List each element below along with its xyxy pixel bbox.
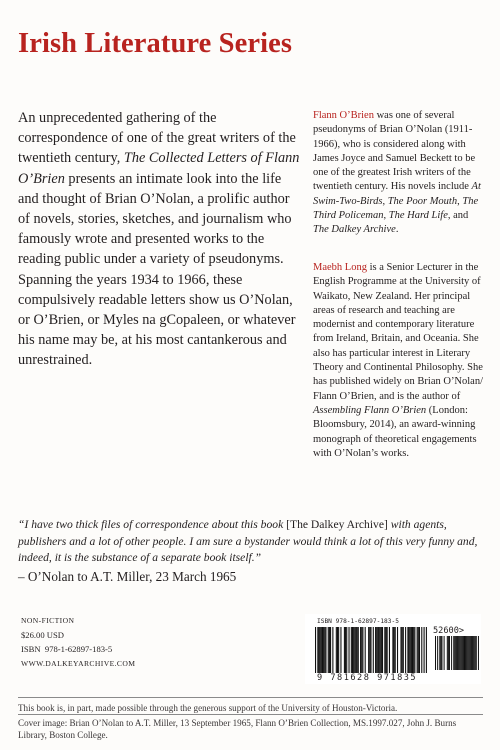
barcode-bar [380, 627, 381, 673]
barcode-bar [369, 627, 370, 673]
barcode-bar [413, 627, 414, 673]
novel-title: The Hard Life [388, 210, 448, 222]
quote-bracket: [The Dalkey Archive] [286, 518, 388, 531]
barcode-bar [395, 627, 396, 673]
barcode-bar [381, 627, 382, 673]
barcode-bar [455, 636, 456, 670]
novel-title: The Dalkey Archive [313, 224, 396, 236]
cover-credit: Cover image: Brian O’Nolan to A.T. Miller, 13 September 1965, Flann O’Brien Collection, MS.1997.027, John J. Burns Library, Boston College. [18, 718, 457, 741]
barcode-bar [459, 636, 460, 670]
barcode-bar [464, 636, 465, 670]
barcode-bar [467, 636, 468, 670]
barcode-bar [317, 627, 318, 673]
footer-divider [18, 697, 483, 698]
barcode-bar [403, 627, 404, 673]
bio-text: was one of several pseudonyms of Brian O’Nolan (1911-1966), who is considered along with James Joyce and Samuel Beckett to be one of the greatest Irish writers of the twentieth century. His novels include [313, 110, 476, 193]
barcode-bar [365, 627, 366, 673]
barcode-bar [456, 636, 457, 670]
barcode-bar [330, 627, 331, 673]
barcode-bar [476, 636, 477, 670]
barcode-bar [454, 636, 455, 670]
barcode-bar [447, 636, 448, 670]
barcode-bar [397, 627, 398, 673]
barcode-bar [448, 636, 449, 670]
novel-title: The Third Policeman [313, 195, 479, 222]
barcode-bar [460, 636, 461, 670]
barcode-bar [474, 636, 475, 670]
separator: , [383, 210, 389, 222]
separator: , [457, 195, 463, 207]
barcode-bar [382, 627, 383, 673]
barcode-bar [419, 627, 420, 673]
book-info [21, 614, 135, 671]
website-url: WWW.DALKEYARCHIVE.COM [21, 658, 136, 668]
barcode-bar [473, 636, 474, 670]
pull-quote [18, 517, 483, 567]
barcode-bar [461, 636, 462, 670]
barcode [305, 614, 481, 684]
barcode-addon-digits: 52600> [433, 626, 465, 636]
barcode-bar [315, 627, 316, 673]
blurb-text-1: An unprecedented gathering of the correspondence of one of the great writers of the twentieth century, [18, 110, 296, 167]
barcode-bar [424, 627, 425, 673]
barcode-bar [351, 627, 352, 673]
series-title: Irish Literature Series [18, 28, 293, 59]
barcode-bar [444, 636, 445, 670]
barcode-bar [384, 627, 385, 673]
barcode-bar [322, 627, 323, 673]
barcode-bar [417, 627, 418, 673]
barcode-bar [465, 636, 466, 670]
barcode-bar [338, 627, 339, 673]
barcode-bar [346, 627, 347, 673]
barcode-bar [389, 627, 390, 673]
barcode-bar [353, 627, 354, 673]
category-label: NON-FICTION [21, 616, 75, 625]
quote-attribution: – O’Nolan to A.T. Miller, 23 March 1965 [18, 569, 237, 584]
barcode-bar [451, 636, 452, 670]
barcode-bar [375, 627, 376, 673]
editor-name: Maebh Long [313, 262, 367, 273]
barcode-bar [361, 627, 362, 673]
barcode-bar [470, 636, 471, 670]
barcode-bar [355, 627, 356, 673]
barcode-bar [412, 627, 413, 673]
barcode-bar [352, 627, 353, 673]
barcode-bar [325, 627, 326, 673]
barcode-bar [411, 627, 412, 673]
barcode-bar [439, 636, 440, 670]
barcode-bar [414, 627, 415, 673]
barcode-bar [321, 627, 322, 673]
footer-divider [18, 714, 483, 715]
bio-text: (London: Bloomsbury, 2014), an award-winning monograph of theoretical engagements with O’Nolan’s works. [313, 404, 477, 459]
quote-text-1: “I have two thick files of correspondence about this book [18, 518, 287, 531]
ean-barcode-bars [315, 627, 427, 677]
barcode-bar [462, 636, 463, 670]
barcode-bar [379, 627, 380, 673]
barcode-bar [318, 627, 319, 673]
barcode-bar [437, 636, 438, 670]
book-blurb [18, 108, 301, 371]
barcode-bar [368, 627, 369, 673]
barcode-bar [440, 636, 441, 670]
barcode-bar [385, 627, 386, 673]
author-bio-flann-obrien [313, 109, 483, 238]
barcode-bar [458, 636, 459, 670]
barcode-bar [407, 627, 408, 673]
barcode-digits: 9 781628 971835 [317, 673, 418, 683]
barcode-bar [410, 627, 411, 673]
barcode-bar [471, 636, 472, 670]
barcode-bar [324, 627, 325, 673]
barcode-bar [394, 627, 395, 673]
book-title: Assembling Flann O’Brien [313, 404, 427, 416]
barcode-bar [336, 627, 337, 673]
barcode-bar [400, 627, 401, 673]
barcode-isbn: ISBN 978-1-62897-183-5 [317, 618, 399, 625]
barcode-bar [357, 627, 358, 673]
price: $26.00 USD [21, 630, 64, 641]
barcode-bar [362, 627, 363, 673]
barcode-bar [405, 627, 406, 673]
barcode-bar [340, 627, 341, 673]
barcode-bar [323, 627, 324, 673]
barcode-bar [329, 627, 330, 673]
barcode-bar [409, 627, 410, 673]
barcode-bar [478, 636, 479, 670]
barcode-bar [469, 636, 470, 670]
isbn-label: ISBN [21, 644, 41, 655]
barcode-bar [337, 627, 338, 673]
addon-barcode-bars [435, 636, 479, 672]
barcode-bar [426, 627, 427, 673]
barcode-bar [463, 636, 464, 670]
barcode-bar [421, 627, 422, 673]
barcode-bar [475, 636, 476, 670]
separator: , and [447, 210, 469, 222]
separator: . [395, 224, 399, 236]
barcode-bar [402, 627, 403, 673]
barcode-bar [453, 636, 454, 670]
support-note: This book is, in part, made possible through the generous support of the University of Houston-Victoria. [18, 703, 398, 713]
barcode-bar [468, 636, 469, 670]
barcode-bar [377, 627, 378, 673]
barcode-bar [376, 627, 377, 673]
barcode-bar [332, 627, 333, 673]
quote-text-2: with agents, publishers and a lot of other people. I am sure a bystander would think a lot of this very funny and, indeed, it is the substance of a separate book itself.” [18, 518, 478, 565]
barcode-bar [360, 627, 361, 673]
barcode-bar [387, 627, 388, 673]
bio-text: is a Senior Lecturer in the English Programme at the University of Waikato, New Zealand. Her principal areas of research and teaching are modernist and contemporary literature from Ireland, Britain, and Oceania. She also has particular interest in Literary Theory and Continental Philosophy. She has published widely on Brian O’Nolan/ Flann O’Brien, and is the author of [313, 262, 484, 402]
barcode-bar [328, 627, 329, 673]
barcode-bar [354, 627, 355, 673]
author-name: Flann O’Brien [313, 110, 374, 121]
novel-title: The Poor Mouth [387, 195, 458, 207]
barcode-bar [344, 627, 345, 673]
barcode-bar [373, 627, 374, 673]
barcode-bar [370, 627, 371, 673]
isbn-line [21, 642, 135, 656]
barcode-bar [466, 636, 467, 670]
novel-title: At Swim-Two-Birds [313, 181, 481, 207]
barcode-bar [348, 627, 349, 673]
barcode-bar [435, 636, 436, 670]
separator: , [382, 195, 388, 207]
barcode-bar [320, 627, 321, 673]
blurb-text-2: presents an intimate look into the life and thought of Brian O’Nolan, a prolific author of novels, stories, sketches, and journalism who famously wrote and presented works to the reading public under a variety of pseudonyms. Spanning the years 1934 to 1966, these compulsively readable letters show us O’Nolan, or O’Brien, or Myles na gCopaleen, or whatever his name may be, at his most cantankerous and unrestrained. [18, 170, 296, 369]
barcode-bar [392, 627, 393, 673]
blurb-book-title: The Collected Letters of Flann O’Brien [18, 150, 300, 187]
editor-bio-maebh-long [313, 261, 483, 461]
barcode-bar [418, 627, 419, 673]
barcode-bar [449, 636, 450, 670]
isbn-number: 978-1-62897-183-5 [44, 644, 113, 655]
barcode-bar [441, 636, 442, 670]
barcode-bar [358, 627, 359, 673]
barcode-bar [345, 627, 346, 673]
